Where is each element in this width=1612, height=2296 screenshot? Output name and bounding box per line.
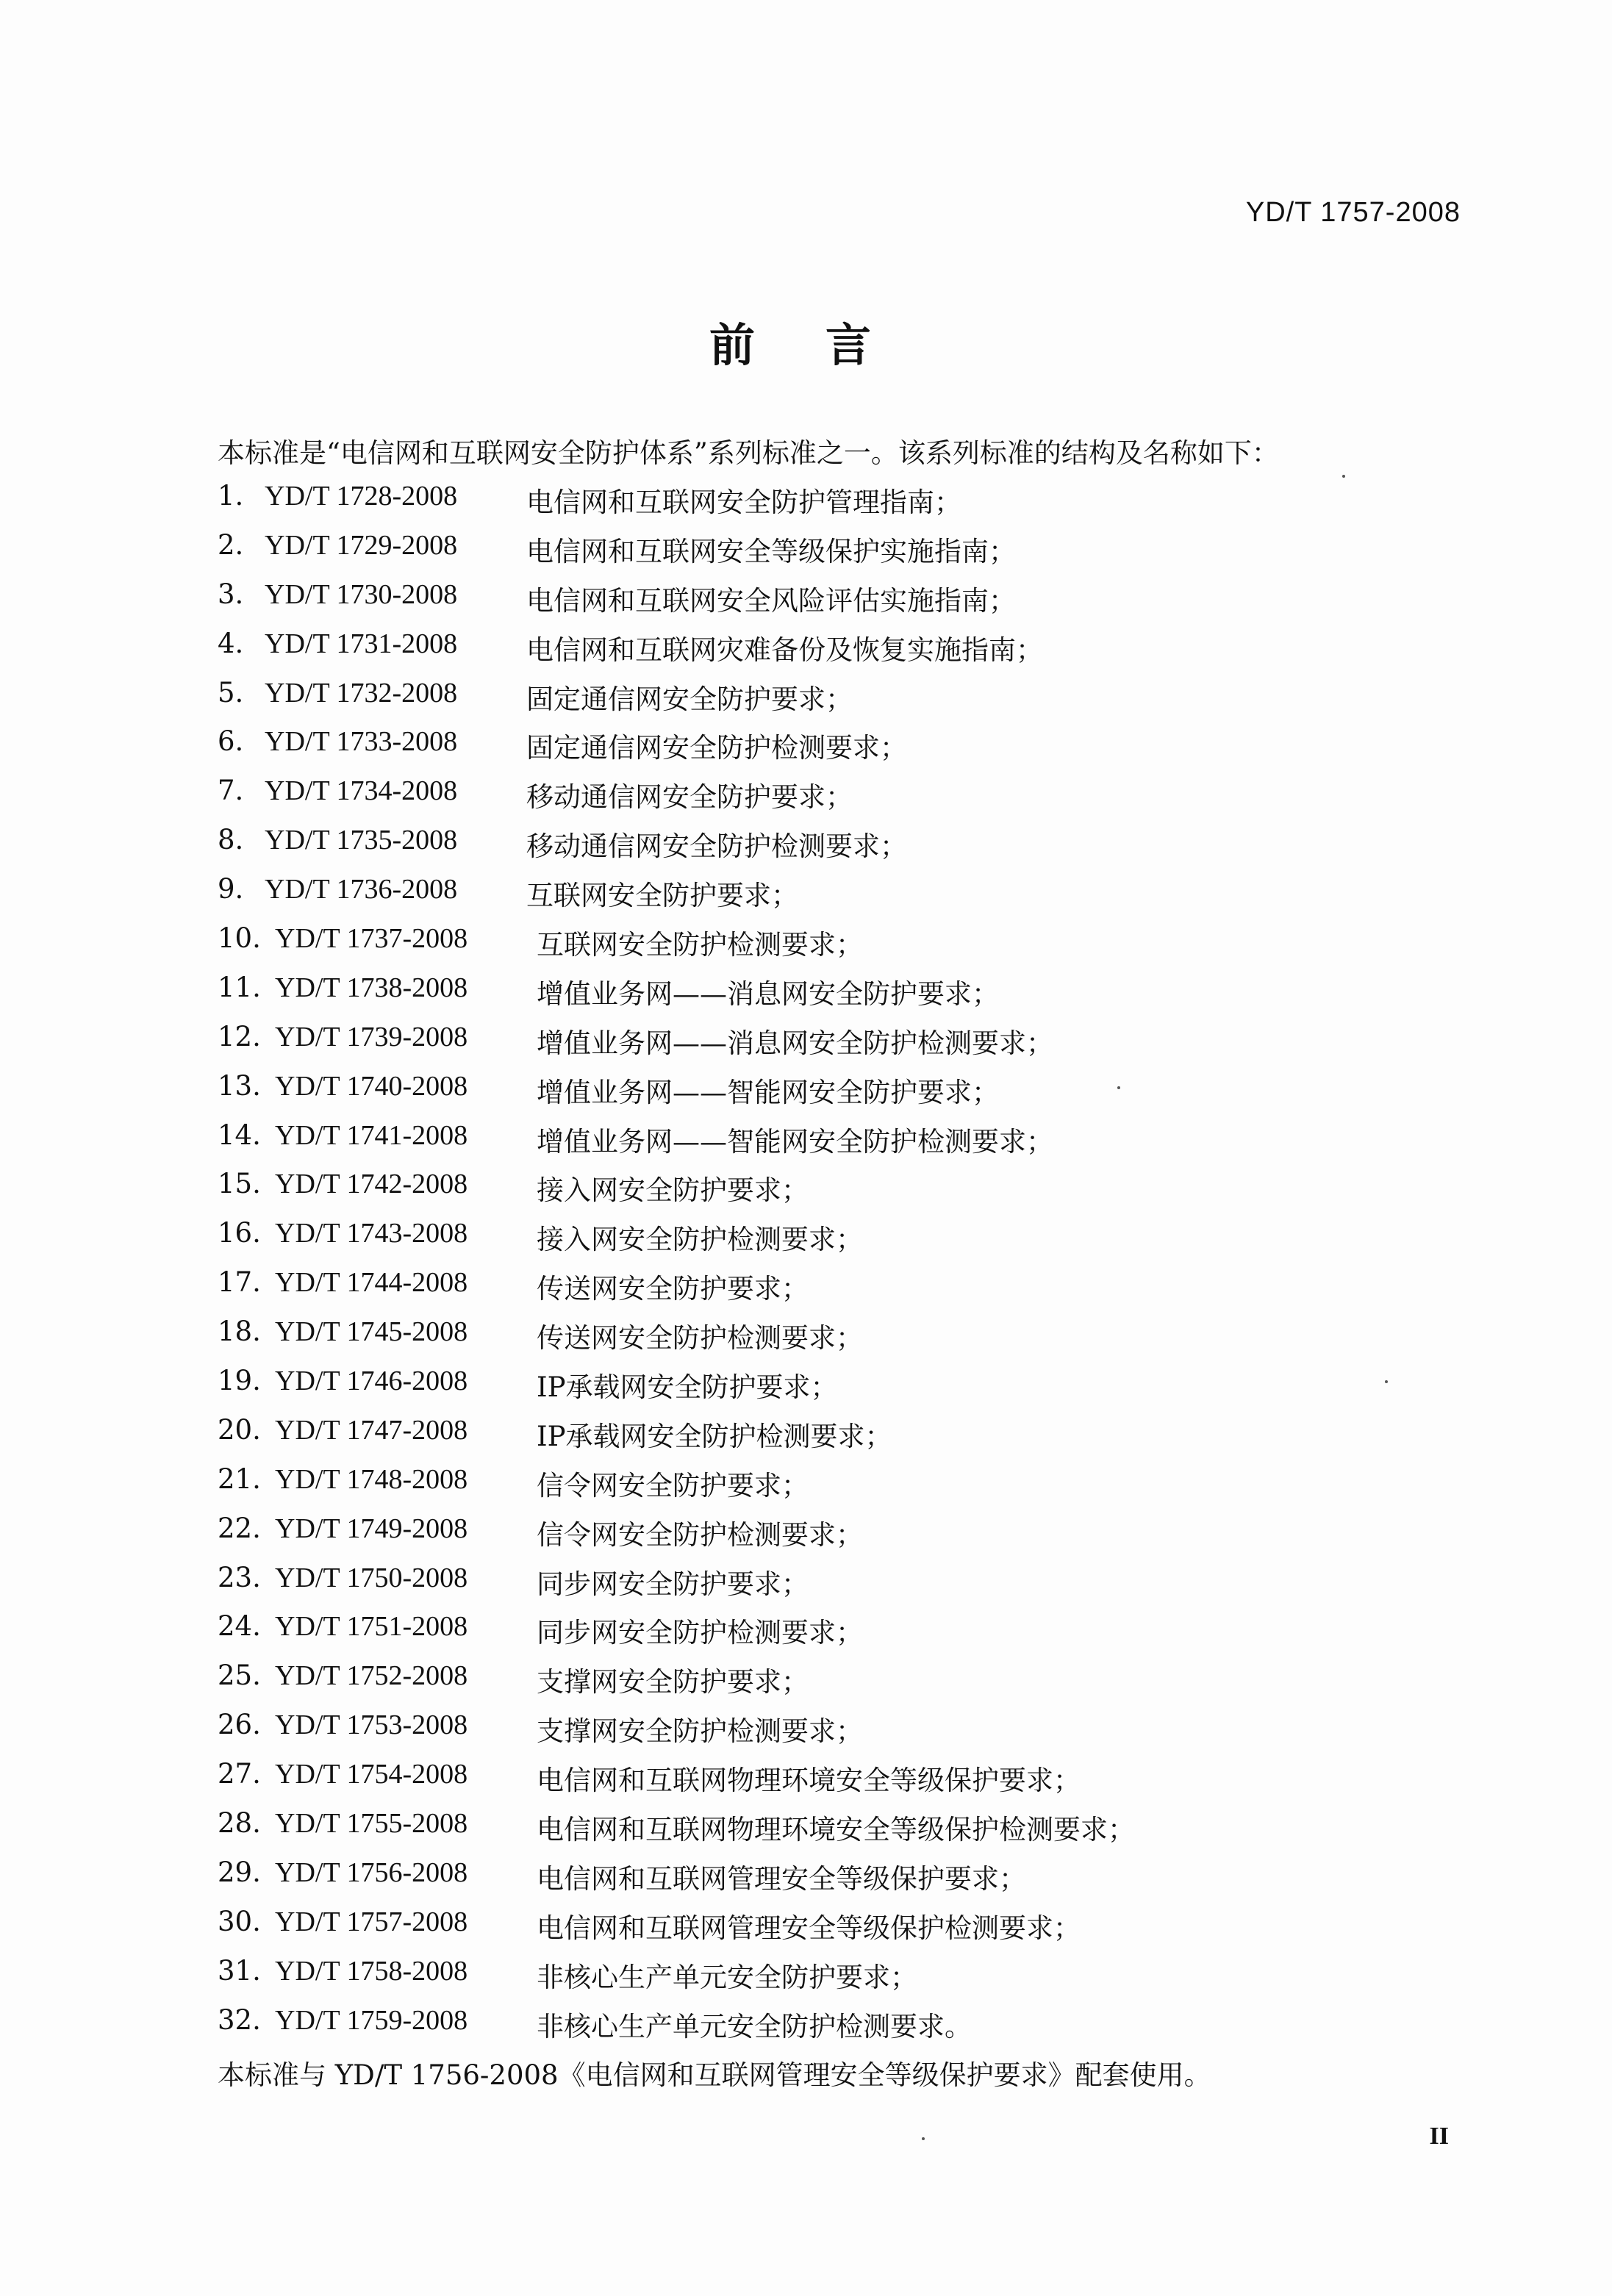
- series-item-code: YD/T 1750-2008: [275, 1562, 468, 1593]
- series-item: [218, 1513, 1135, 1562]
- series-item-name: 电信网和互联网物理环境安全等级保护检测要求；: [537, 1814, 1135, 1846]
- series-item-code: YD/T 1745-2008: [275, 1316, 468, 1348]
- series-item-name: 电信网和互联网管理安全等级保护要求；: [537, 1862, 1026, 1895]
- series-item-name: 电信网和互联网安全等级保护实施指南；: [526, 535, 1016, 567]
- series-item-code: YD/T 1747-2008: [275, 1414, 468, 1446]
- series-item-code: YD/T 1738-2008: [275, 972, 468, 1003]
- series-item-number: 8.: [218, 824, 244, 856]
- series-item-name: 固定通信网安全防护检测要求；: [526, 732, 907, 764]
- series-item-number: 7.: [218, 775, 244, 807]
- series-item-code: YD/T 1735-2008: [265, 825, 458, 856]
- series-item-name: 移动通信网安全防护检测要求；: [526, 830, 907, 863]
- series-item: [218, 972, 1135, 1021]
- series-item-code: YD/T 1739-2008: [275, 1021, 468, 1052]
- series-item-number: 4.: [218, 627, 244, 659]
- standard-number: YD/T 1757-2008: [1245, 197, 1461, 228]
- series-item-number: 31.: [218, 1954, 261, 1987]
- series-item-code: YD/T 1755-2008: [275, 1808, 468, 1840]
- series-item-number: 26.: [218, 1709, 261, 1741]
- series-item: [218, 480, 1135, 529]
- series-item: [218, 1463, 1135, 1513]
- page-title: 前言: [709, 318, 942, 372]
- series-item-code: YD/T 1744-2008: [275, 1267, 468, 1299]
- series-item-number: 22.: [218, 1512, 261, 1544]
- series-item-number: 6.: [218, 725, 244, 758]
- series-item-code: YD/T 1736-2008: [265, 874, 458, 905]
- series-item-name: 固定通信网安全防护要求；: [526, 683, 853, 715]
- series-item: [218, 1266, 1135, 1316]
- series-item-number: 21.: [218, 1463, 261, 1495]
- series-item: [218, 1660, 1135, 1709]
- series-item: [218, 1316, 1135, 1365]
- scan-speck: [1117, 1086, 1120, 1089]
- series-item-number: 12.: [218, 1020, 261, 1052]
- scan-speck: [922, 2137, 925, 2140]
- series-item-code: YD/T 1729-2008: [265, 529, 458, 561]
- series-item: [218, 873, 1135, 922]
- series-item: [218, 1610, 1135, 1660]
- page-number: II: [1429, 2123, 1449, 2150]
- series-item: [218, 1856, 1135, 1906]
- series-item-number: 9.: [218, 873, 244, 905]
- series-item-name: 移动通信网安全防护要求；: [526, 781, 853, 814]
- series-item: [218, 1365, 1135, 1414]
- series-item-number: 28.: [218, 1807, 261, 1840]
- series-item-number: 1.: [218, 480, 244, 512]
- series-item-number: 23.: [218, 1561, 261, 1593]
- series-item-name: 互联网安全防护检测要求；: [537, 929, 863, 961]
- series-item: [218, 1021, 1135, 1070]
- series-item: [218, 1807, 1135, 1856]
- series-item: [218, 677, 1135, 726]
- series-item-number: 11.: [218, 971, 261, 1003]
- series-item-number: 10.: [218, 922, 261, 955]
- series-item-code: YD/T 1730-2008: [265, 578, 458, 610]
- series-item-code: YD/T 1754-2008: [275, 1759, 468, 1790]
- series-item-code: YD/T 1734-2008: [265, 775, 458, 807]
- series-item-number: 30.: [218, 1905, 261, 1937]
- series-item-number: 29.: [218, 1856, 261, 1888]
- series-item-code: YD/T 1753-2008: [275, 1710, 468, 1741]
- series-item-number: 13.: [218, 1069, 261, 1102]
- series-item-number: 3.: [218, 578, 244, 610]
- series-item: [218, 725, 1135, 775]
- series-item-code: YD/T 1752-2008: [275, 1660, 468, 1692]
- series-item-number: 18.: [218, 1316, 261, 1348]
- series-item-number: 14.: [218, 1119, 261, 1151]
- series-item-name: 增值业务网——消息网安全防护要求；: [537, 977, 999, 1010]
- series-item: [218, 1217, 1135, 1266]
- series-item: [218, 1070, 1135, 1119]
- series-item-number: 20.: [218, 1413, 261, 1446]
- series-item-name: IP承载网安全防护要求；: [537, 1371, 838, 1404]
- series-item-name: 同步网安全防护要求；: [537, 1568, 809, 1600]
- series-item-name: 电信网和互联网安全防护管理指南；: [526, 487, 961, 518]
- series-item-name: 接入网安全防护要求；: [537, 1174, 809, 1207]
- series-item-name: 电信网和互联网安全风险评估实施指南；: [526, 584, 1016, 617]
- series-item-number: 25.: [218, 1660, 261, 1692]
- series-item-code: YD/T 1728-2008: [265, 481, 458, 512]
- series-item-name: 同步网安全防护检测要求；: [537, 1617, 863, 1649]
- scan-speck: [1342, 475, 1345, 478]
- series-item-name: 电信网和互联网管理安全等级保护检测要求；: [537, 1912, 1081, 1944]
- series-item-number: 27.: [218, 1758, 261, 1790]
- series-item: [218, 1562, 1135, 1611]
- series-item-name: 传送网安全防护检测要求；: [537, 1322, 863, 1355]
- series-item-name: 非核心生产单元安全防护要求；: [537, 1961, 917, 1993]
- series-item-name: 互联网安全防护要求；: [526, 880, 798, 912]
- series-item-name: 电信网和互联网灾难备份及恢复实施指南；: [526, 634, 1043, 666]
- series-item-code: YD/T 1741-2008: [275, 1119, 468, 1151]
- series-item-name: 电信网和互联网物理环境安全等级保护要求；: [537, 1765, 1081, 1797]
- series-item-number: 15.: [218, 1168, 261, 1200]
- series-item-code: YD/T 1742-2008: [275, 1169, 468, 1200]
- standards-series-list: [218, 480, 1135, 2053]
- series-item: [218, 1168, 1135, 1217]
- series-item: [218, 1758, 1135, 1807]
- series-item: [218, 1906, 1135, 1955]
- series-item-name: 增值业务网——消息网安全防护检测要求；: [537, 1027, 1053, 1059]
- series-item-name: 信令网安全防护要求；: [537, 1469, 809, 1502]
- series-item-number: 24.: [218, 1610, 261, 1643]
- closing-paragraph: 本标准与 YD/T 1756-2008《电信网和互联网管理安全等级保护要求》配套使用。: [218, 2059, 1211, 2091]
- intro-paragraph: 本标准是“电信网和互联网安全防护体系”系列标准之一。该系列标准的结构及名称如下：: [218, 437, 1279, 469]
- series-item-number: 19.: [218, 1365, 261, 1397]
- series-item-name: IP承载网安全防护检测要求；: [537, 1420, 892, 1452]
- series-item: [218, 529, 1135, 578]
- series-item-number: 32.: [218, 2003, 261, 2036]
- series-item: [218, 2004, 1135, 2053]
- series-item: [218, 1709, 1135, 1758]
- series-item: [218, 922, 1135, 972]
- series-item-name: 接入网安全防护检测要求；: [537, 1224, 863, 1256]
- series-item: [218, 775, 1135, 824]
- series-item: [218, 1955, 1135, 2004]
- series-item-code: YD/T 1749-2008: [275, 1513, 468, 1544]
- series-item-code: YD/T 1758-2008: [275, 1955, 468, 1987]
- series-item-code: YD/T 1737-2008: [275, 923, 468, 955]
- series-item-code: YD/T 1757-2008: [275, 1906, 468, 1937]
- series-item: [218, 628, 1135, 677]
- series-item-name: 非核心生产单元安全防护检测要求。: [537, 2010, 972, 2042]
- scan-speck: [1385, 1380, 1388, 1383]
- series-item-name: 增值业务网——智能网安全防护要求；: [537, 1076, 999, 1108]
- series-item-code: YD/T 1732-2008: [265, 677, 458, 708]
- series-item: [218, 578, 1135, 628]
- series-item-code: YD/T 1743-2008: [275, 1218, 468, 1249]
- series-item-name: 增值业务网——智能网安全防护检测要求；: [537, 1125, 1053, 1158]
- series-item-name: 支撑网安全防护要求；: [537, 1666, 809, 1698]
- series-item: [218, 1414, 1135, 1463]
- series-item-name: 信令网安全防护检测要求；: [537, 1518, 863, 1551]
- series-item-number: 2.: [218, 528, 244, 561]
- series-item: [218, 824, 1135, 873]
- series-item-code: YD/T 1733-2008: [265, 726, 458, 758]
- series-item-name: 传送网安全防护要求；: [537, 1273, 809, 1305]
- series-item: [218, 1119, 1135, 1169]
- series-item-code: YD/T 1759-2008: [275, 2004, 468, 2036]
- series-item-code: YD/T 1731-2008: [265, 628, 458, 659]
- series-item-code: YD/T 1748-2008: [275, 1463, 468, 1495]
- series-item-code: YD/T 1756-2008: [275, 1856, 468, 1888]
- series-item-code: YD/T 1740-2008: [275, 1070, 468, 1102]
- series-item-name: 支撑网安全防护检测要求；: [537, 1715, 863, 1748]
- series-item-code: YD/T 1751-2008: [275, 1611, 468, 1643]
- series-item-code: YD/T 1746-2008: [275, 1366, 468, 1397]
- series-item-number: 5.: [218, 676, 244, 708]
- series-item-number: 16.: [218, 1217, 261, 1249]
- series-item-number: 17.: [218, 1266, 261, 1299]
